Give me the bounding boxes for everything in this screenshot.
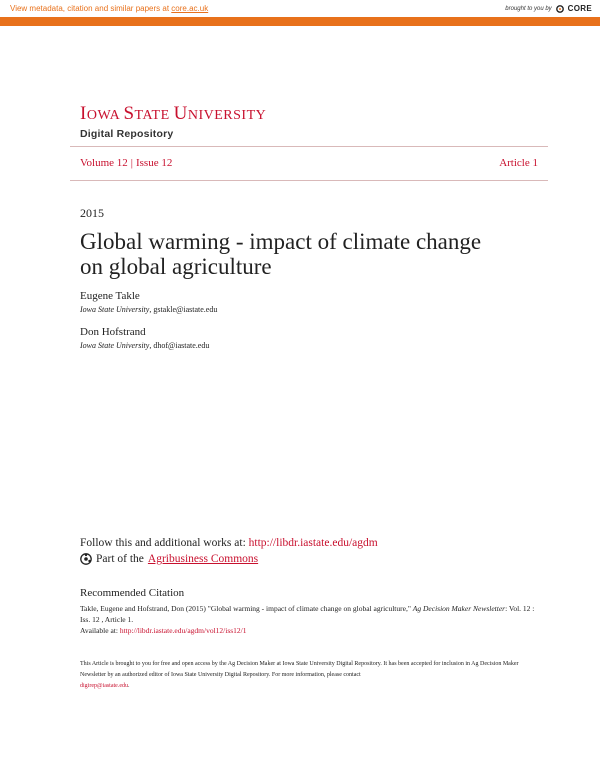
follow-line (80, 537, 378, 549)
part-of-text: Part of the (96, 553, 144, 565)
follow-text: Follow this and additional works at: (80, 537, 249, 549)
issue-link[interactable]: Issue 12 (135, 157, 173, 169)
citation-text (80, 603, 540, 636)
repository-name: Digital Repository (80, 128, 174, 140)
article-title: Global warming - impact of climate change on global agriculture (80, 229, 482, 279)
provided-by-text[interactable]: provided by Digital Repository @ Iowa State University (468, 26, 590, 32)
volume-link[interactable]: Volume 12 (80, 157, 128, 169)
available-at-label: Available at: (80, 626, 120, 635)
issue-separator: | (130, 157, 133, 169)
agribusiness-commons-link[interactable]: Agribusiness Commons (147, 553, 259, 565)
affiliation-name: Iowa State University (80, 341, 150, 350)
publication-year: 2015 (80, 206, 104, 220)
author-affiliation (80, 341, 209, 350)
author-name: Eugene Takle (80, 290, 140, 302)
part-of-line (80, 553, 258, 565)
author-name: Don Hofstrand (80, 326, 146, 338)
author-affiliation (80, 305, 217, 314)
author-email: , gstakle@iastate.edu (149, 305, 218, 314)
core-banner (0, 0, 600, 32)
access-notice (80, 659, 530, 692)
citation-line: Takle, Eugene and Hofstrand, Don (2015) "Global warming - impact of climate change on global agriculture," (80, 604, 411, 613)
divider-top (70, 146, 548, 147)
core-banner-top (0, 0, 600, 17)
article-url-link[interactable]: http://libdr.iastate.edu/agdm/vol12/iss12/1 (119, 626, 247, 635)
volume-issue (80, 157, 172, 169)
metadata-link[interactable] (10, 4, 208, 13)
affiliation-name: Iowa State University (80, 305, 150, 314)
provided-by-strip (0, 17, 600, 32)
brought-by-text: brought to you by (505, 5, 552, 12)
isu-logo[interactable] (80, 104, 266, 140)
journal-name: Ag Decision Maker Newsletter (412, 604, 506, 613)
core-logo-text: CORE (567, 4, 592, 13)
author-email: , dhof@iastate.edu (149, 341, 210, 350)
contact-email-link[interactable]: digirep@iastate.edu (80, 683, 129, 689)
recommended-citation-heading: Recommended Citation (80, 587, 185, 599)
university-name: IOWA STATE UNIVERSITY (80, 103, 267, 124)
core-brand[interactable] (505, 4, 592, 14)
notice-end: . (128, 683, 130, 689)
metadata-link-text: View metadata, citation and similar papers at (10, 4, 172, 13)
notice-text: This Article is brought to you for free and open access by the Ag Decision Maker at Iowa State University Digital Repository. It has been accepted for inclusion in Ag Decision Maker Newsletter by an authorized editor of Iowa State University Digital Repository. For more information, please contact (80, 661, 519, 678)
issue-row (80, 157, 538, 169)
core-domain-link[interactable]: core.ac.uk (171, 4, 209, 13)
follow-url-link[interactable]: http://libdr.iastate.edu/agdm (248, 537, 378, 549)
citation-volume: : Vol. 12 : Iss. 12 , Article 1. (80, 604, 535, 624)
core-logo-icon (555, 4, 565, 14)
article-link[interactable]: Article 1 (499, 157, 538, 169)
divider-bottom (70, 180, 548, 181)
network-icon (80, 553, 92, 565)
